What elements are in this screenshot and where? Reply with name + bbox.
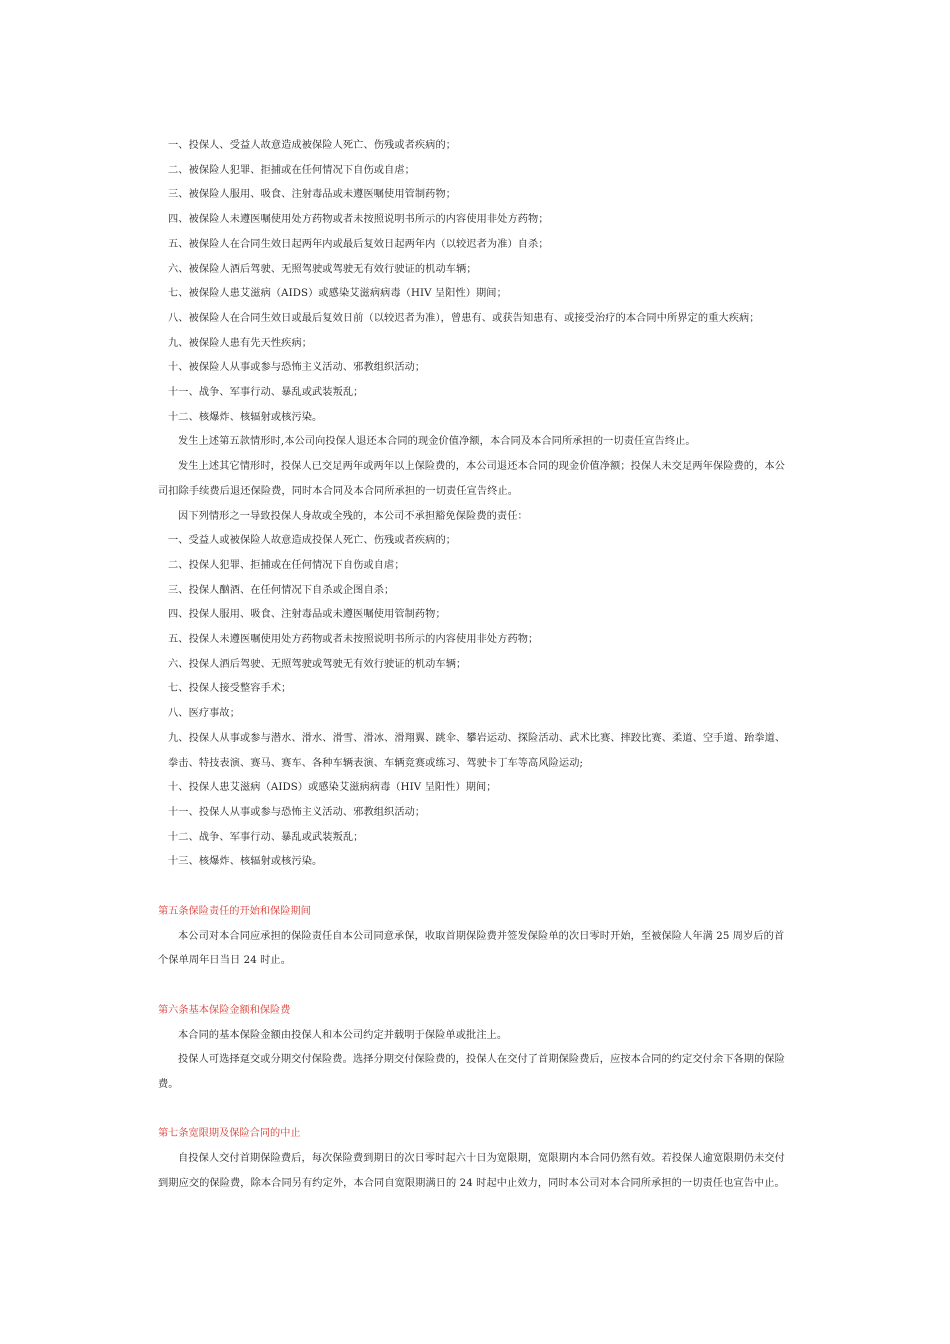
list-item: 十、被保险人从事或参与恐怖主义活动、邪教组织活动；	[168, 362, 426, 374]
paragraph-waiver-intro: 因下列情形之一导致投保人身故或全残的，本公司不承担豁免保险费的责任：	[178, 510, 528, 522]
policyholder-exclusions-list	[158, 529, 794, 875]
list-item: 九、投保人从事或参与潜水、滑水、滑雪、滑冰、滑翔翼、跳伞、攀岩运动、探险活动、武术比赛、摔跤比赛、柔道、空手道、跆拳道、拳击、特技表演、赛马、赛车、各种车辆表演、车辆竞赛或练习、驾驶卡丁车等高风险运动;	[168, 732, 786, 769]
spacer	[158, 974, 794, 999]
spacer	[158, 1098, 794, 1123]
list-item: 三、被保险人服用、吸食、注射毒品或未遵医嘱使用管制药物；	[168, 189, 457, 201]
list-item: 一、受益人或被保险人故意造成投保人死亡、伤残或者疾病的；	[168, 535, 457, 547]
spacer	[158, 875, 794, 900]
paragraph-case5: 发生上述第五款情形时,本公司向投保人退还本合同的现金价值净额，本合同及本合同所承担的一切责任宣告终止。	[178, 436, 696, 448]
list-item: 十二、核爆炸、核辐射或核污染。	[168, 411, 323, 423]
list-item: 十、投保人患艾滋病（AIDS）或感染艾滋病病毒（HIV 呈阳性）期间；	[168, 782, 497, 794]
list-item: 七、投保人接受整容手术；	[168, 683, 292, 695]
list-item: 五、投保人未遵医嘱使用处方药物或者未按照说明书所示的内容使用非处方药物；	[168, 634, 539, 646]
list-item: 九、被保险人患有先天性疾病；	[168, 337, 313, 349]
list-item: 二、投保人犯罪、拒捕或在任何情况下自伤或自虐；	[168, 559, 405, 571]
list-item: 八、医疗事故；	[168, 708, 241, 720]
list-item: 八、被保险人在合同生效日或最后复效日前（以较迟者为准），曾患有、或获告知患有、或接受治疗的本合同中所界定的重大疾病；	[168, 312, 760, 324]
section6-heading: 第六条基本保险金额和保险费	[158, 1004, 291, 1016]
list-item: 十二、战争、军事行动、暴乱或武装叛乱；	[168, 831, 364, 843]
section6-body-1: 本合同的基本保险金额由投保人和本公司约定并载明于保险单或批注上。	[178, 1029, 508, 1041]
list-item: 二、被保险人犯罪、拒捕或在任何情况下自伤或自虐；	[168, 164, 415, 176]
section6-body-2: 投保人可选择趸交或分期交付保险费。选择分期交付保险费的，投保人在交付了首期保险费后，应按本合同的约定交付余下各期的保险费。	[158, 1054, 785, 1090]
section5-heading: 第五条保险责任的开始和保险期间	[158, 905, 311, 917]
list-item: 三、投保人酗酒、在任何情况下自杀或企图自杀；	[168, 584, 395, 596]
list-item: 五、被保险人在合同生效日起两年内或最后复效日起两年内（以较迟者为准）自杀；	[168, 238, 549, 250]
list-item: 六、投保人酒后驾驶、无照驾驶或驾驶无有效行驶证的机动车辆；	[168, 658, 467, 670]
insured-exclusions-list	[158, 134, 794, 430]
list-item: 四、被保险人未遵医嘱使用处方药物或者未按照说明书所示的内容使用非处方药物；	[168, 214, 549, 226]
list-item: 十一、投保人从事或参与恐怖主义活动、邪教组织活动；	[168, 806, 426, 818]
list-item: 一、投保人、受益人故意造成被保险人死亡、伤残或者疾病的；	[168, 140, 457, 151]
list-item: 七、被保险人患艾滋病（AIDS）或感染艾滋病病毒（HIV 呈阳性）期间；	[168, 288, 507, 300]
list-item: 四、投保人服用、吸食、注射毒品或未遵医嘱使用管制药物；	[168, 609, 446, 621]
section7-heading: 第七条宽限期及保险合同的中止	[158, 1128, 301, 1140]
list-item: 六、被保险人酒后驾驶、无照驾驶或驾驶无有效行驶证的机动车辆；	[168, 263, 477, 275]
list-item: 十三、核爆炸、核辐射或核污染。	[168, 856, 323, 868]
section7-body: 自投保人交付首期保险费后，每次保险费到期日的次日零时起六十日为宽限期，宽限期内本合同仍然有效。若投保人逾宽限期仍未交付到期应交的保险费，除本合同另有约定外，本合同自宽限期满日的 24 时起中止效力，同时本公司对本合同所承担的一切责任也宣告中止。	[158, 1153, 785, 1189]
section5-body: 本公司对本合同应承担的保险责任自本公司同意承保，收取首期保险费并签发保险单的次日零时开始，至被保险人年满 25 周岁后的首个保单周年日当日 24 时止。	[158, 930, 785, 967]
paragraph-other-cases: 发生上述其它情形时，投保人已交足两年或两年以上保险费的，本公司退还本合同的现金价值净额；投保人未交足两年保险费的，本公司扣除手续费后退还保险费，同时本合同及本合同所承担的一切责任宣告终止。	[158, 461, 785, 497]
list-item: 十一、战争、军事行动、暴乱或武装叛乱；	[168, 387, 364, 399]
